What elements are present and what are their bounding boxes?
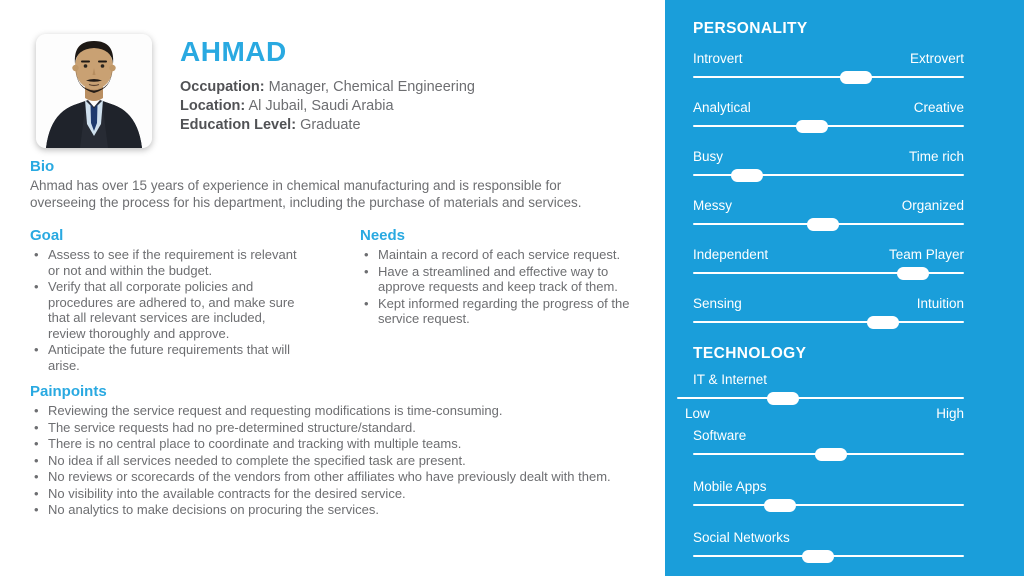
scale-left-label: Messy (693, 198, 733, 213)
bullet-item: • Kept informed regarding the progress of the service request. (360, 296, 638, 327)
scale-right-label: Intuition (916, 296, 964, 311)
location-value: Al Jubail, Saudi Arabia (248, 98, 394, 114)
slider-handle[interactable] (807, 218, 839, 231)
scale-right-label: Creative (913, 100, 964, 115)
slider-track (693, 125, 964, 127)
goal-section (30, 227, 360, 374)
slider-independent-teamplayer[interactable] (693, 267, 964, 280)
person-avatar-icon (36, 34, 152, 148)
bullet-item: • The service requests had no pre-determined structure/standard. (30, 420, 668, 436)
scale-introvert-extrovert (693, 51, 964, 84)
education-label: Education Level: (180, 117, 297, 133)
bullet-item: • No visibility into the available contracts for the desired service. (30, 486, 668, 502)
needs-list (360, 247, 665, 327)
tech-label: IT & Internet (693, 372, 768, 387)
technology-title: TECHNOLOGY (693, 345, 807, 362)
traits-panel (665, 0, 1024, 576)
bullet-item: • Maintain a record of each service request. (360, 247, 638, 263)
scale-right-label: Team Player (888, 247, 964, 262)
location-field (180, 97, 475, 116)
painpoints-list (30, 403, 668, 518)
painpoints-title: Painpoints (30, 383, 107, 400)
slider-track (677, 397, 964, 399)
bullet-item: • Assess to see if the requirement is relevant or not and within the budget. (30, 247, 302, 278)
persona-photo (36, 34, 152, 148)
slider-sensing-intuition[interactable] (693, 316, 964, 329)
slider-track (693, 504, 964, 506)
location-label: Location: (180, 98, 246, 114)
personality-title: PERSONALITY (693, 20, 808, 37)
scale-left-label: Busy (693, 149, 724, 164)
slider-handle[interactable] (840, 71, 872, 84)
goal-title: Goal (30, 227, 64, 244)
persona-header (30, 34, 668, 148)
slider-track (693, 321, 964, 323)
bio-section (30, 158, 668, 211)
tech-label: Mobile Apps (693, 479, 767, 494)
slider-introvert-extrovert[interactable] (693, 71, 964, 84)
bullet-item: • Verify that all corporate policies and procedures are adhered to, and make sure that all relevant services are included, review thoroughly and approve. (30, 279, 302, 341)
slider-handle[interactable] (867, 316, 899, 329)
occupation-label: Occupation: (180, 79, 265, 95)
scale-left-label: Analytical (693, 100, 751, 115)
tech-row-social-networks (693, 530, 964, 563)
occupation-field (180, 78, 475, 97)
slider-analytical-creative[interactable] (693, 120, 964, 133)
scale-right-label: Extrovert (909, 51, 964, 66)
needs-title: Needs (360, 227, 406, 244)
goal-needs-columns (30, 227, 668, 374)
goal-list (30, 247, 360, 373)
scale-left-label: Sensing (693, 296, 742, 311)
traits-panel-content (685, 20, 964, 563)
tech-label: Software (693, 428, 747, 443)
scale-busy-timerich (693, 149, 964, 182)
slider-track (693, 76, 964, 78)
slider-handle[interactable] (796, 120, 828, 133)
slider-handle[interactable] (897, 267, 929, 280)
bullet-item: • No analytics to make decisions on procuring the services. (30, 502, 668, 518)
scale-independent-teamplayer (693, 247, 964, 280)
slider-handle[interactable] (802, 550, 834, 563)
slider-social-networks[interactable] (693, 550, 964, 563)
bullet-item: • No idea if all services needed to complete the specified task are present. (30, 453, 668, 469)
tech-scale-ends (685, 406, 964, 421)
occupation-value: Manager, Chemical Engineering (268, 79, 475, 95)
high-label: High (936, 406, 964, 421)
bio-text: Ahmad has over 15 years of experience in chemical manufacturing and is responsible for overseeing the process for his department, including the purchase of materials and services. (30, 178, 582, 210)
low-label: Low (685, 406, 710, 421)
education-field (180, 116, 475, 135)
tech-row-mobile-apps (693, 479, 964, 512)
scale-right-label: Time rich (908, 149, 964, 164)
education-value: Graduate (300, 117, 361, 133)
slider-messy-organized[interactable] (693, 218, 964, 231)
persona-name: AHMAD (180, 36, 287, 67)
scale-right-label: Organized (901, 198, 964, 213)
needs-section (360, 227, 665, 374)
tech-label: Social Networks (693, 530, 790, 545)
scale-messy-organized (693, 198, 964, 231)
slider-busy-timerich[interactable] (693, 169, 964, 182)
painpoints-section (30, 383, 668, 518)
bullet-item: • Have a streamlined and effective way to approve requests and keep track of them. (360, 264, 638, 295)
tech-row-software (693, 428, 964, 461)
slider-mobile-apps[interactable] (693, 499, 964, 512)
slider-software[interactable] (693, 448, 964, 461)
slider-handle[interactable] (731, 169, 763, 182)
tech-row-it-internet (685, 372, 964, 421)
persona-details (30, 0, 668, 519)
slider-handle[interactable] (767, 392, 799, 405)
bio-title: Bio (30, 158, 55, 175)
slider-it-internet[interactable] (677, 392, 964, 405)
slider-handle[interactable] (815, 448, 847, 461)
bullet-item: • There is no central place to coordinate and tracking with multiple teams. (30, 436, 668, 452)
scale-left-label: Introvert (693, 51, 743, 66)
scale-sensing-intuition (693, 296, 964, 329)
bullet-item: • No reviews or scorecards of the vendors from other affiliates who have previously dealt with them. (30, 469, 668, 485)
bullet-item: • Anticipate the future requirements that will arise. (30, 342, 302, 373)
bullet-item: • Reviewing the service request and requesting modifications is time-consuming. (30, 403, 668, 419)
scale-left-label: Independent (693, 247, 769, 262)
persona-identity (180, 34, 475, 148)
scale-analytical-creative (693, 100, 964, 133)
slider-handle[interactable] (764, 499, 796, 512)
